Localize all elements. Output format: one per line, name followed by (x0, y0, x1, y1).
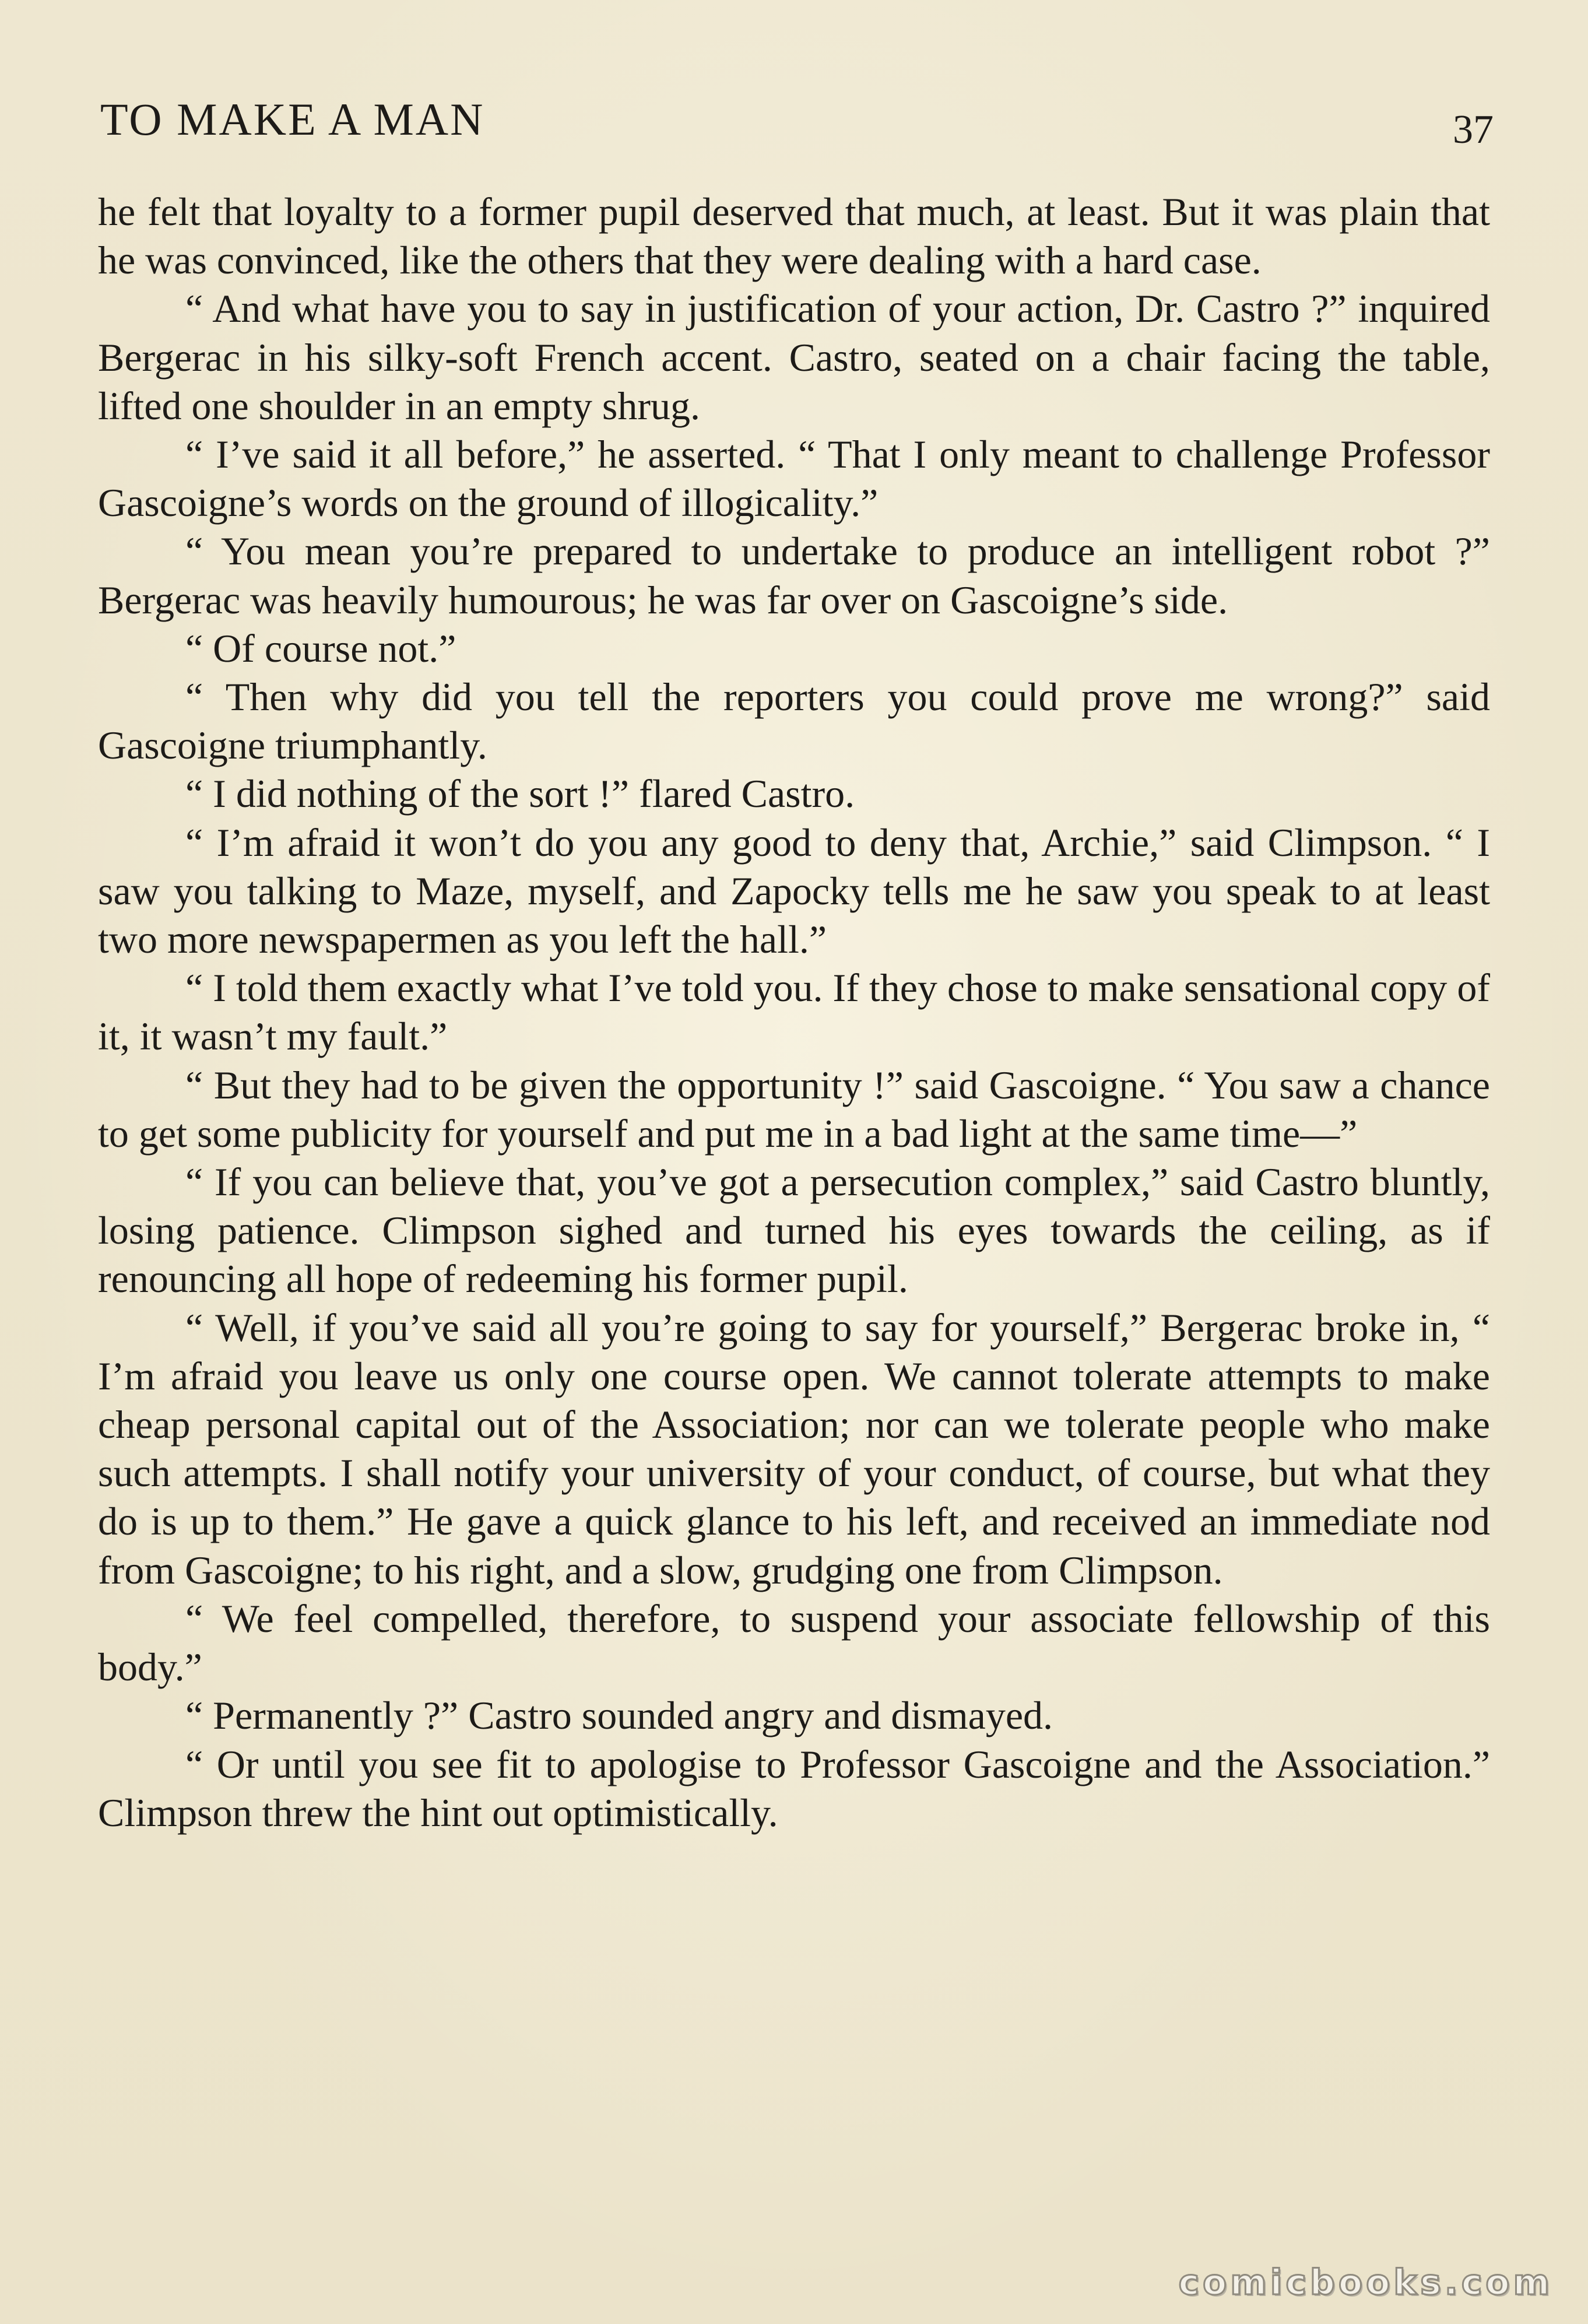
paragraph-12: “ Well, if you’ve said all you’re going to say for yourself,” Bergerac broke in, “ I’m afraid you leave us only one course open. We cannot tolerate attempts to make cheap personal capital out of the Association; nor can we tolerate people who make such attempts. I shall notify your university of your conduct, of course, but what they do is up to them.” He gave a quick glance to his left, and received an immediate nod from Gascoigne; to his right, and a slow, grudging one from Climpson. (98, 1305, 1490, 1592)
paragraph-13: “ We feel compelled, therefore, to suspend your associate fellowship of this body.” (98, 1596, 1490, 1690)
paragraph-8: “ I’m afraid it won’t do you any good to deny that, Archie,” said Climpson. “ I saw you talking to Maze, myself, and Zapocky tells me he saw you speak to at least two more newspapermen as you left the hall.” (98, 820, 1490, 962)
body-text (98, 188, 1490, 1837)
paragraph-10: “ But they had to be given the opportunity !” said Gascoigne. “ You saw a chance to get some publicity for yourself and put me in a bad light at the same time—” (98, 1062, 1490, 1156)
paragraph-14: “ Permanently ?” Castro sounded angry and dismayed. (185, 1693, 1053, 1738)
paragraph-4: “ You mean you’re prepared to undertake to produce an intelligent robot ?” Bergerac was heavily humourous; he was far over on Gascoigne’s side. (98, 529, 1490, 622)
site-watermark: comicbooks.com (1178, 2262, 1553, 2303)
page-number: 37 (1453, 107, 1494, 152)
paragraph-9: “ I told them exactly what I’ve told you. If they chose to make sensational copy of it, it wasn’t my fault.” (98, 966, 1490, 1059)
paragraph-2: “ And what have you to say in justification of your action, Dr. Castro ?” inquired Bergerac in his silky-soft French accent. Castro, seated on a chair facing the table, lifted one shoulder in an empty shrug. (98, 286, 1490, 428)
page-header (100, 87, 1494, 152)
paragraph-7: “ I did nothing of the sort !” flared Castro. (185, 771, 855, 816)
running-title: TO MAKE A MAN (100, 94, 485, 145)
paragraph-5: “ Of course not.” (185, 626, 456, 670)
paragraph-6: “ Then why did you tell the reporters you could prove me wrong?” said Gascoigne triumphantly. (98, 675, 1490, 768)
paragraph-1: he felt that loyalty to a former pupil deserved that much, at least. But it was plain that he was convinced, like the others that they were dealing with a hard case. (98, 189, 1490, 283)
paragraph-3: “ I’ve said it all before,” he asserted. “ That I only meant to challenge Professor Gascoigne’s words on the ground of illogicality.” (98, 432, 1490, 525)
paragraph-15: “ Or until you see fit to apologise to Professor Gascoigne and the Association.” Climpson threw the hint out optimistically. (98, 1742, 1490, 1835)
paragraph-11: “ If you can believe that, you’ve got a persecution complex,” said Castro bluntly, losing patience. Climpson sighed and turned his eyes towards the ceiling, as if renouncing all hope of redeeming his former pupil. (98, 1160, 1490, 1301)
